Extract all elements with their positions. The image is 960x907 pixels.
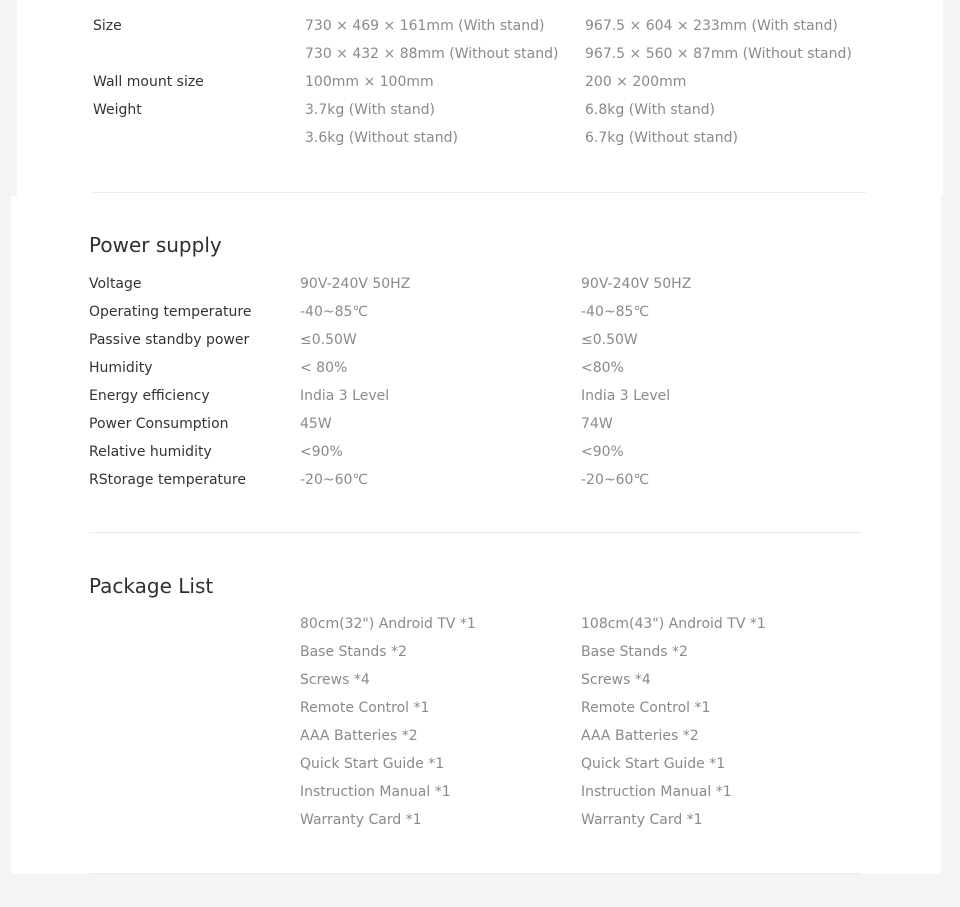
package-item-43in: Screws *4 bbox=[581, 672, 651, 688]
spec-value-43in: 74W bbox=[581, 416, 613, 432]
package-item-43in: Warranty Card *1 bbox=[581, 812, 703, 828]
power-package-panel bbox=[11, 196, 941, 874]
spec-label-relative-humidity: Relative humidity bbox=[89, 444, 212, 460]
spec-value-32in: ≤0.50W bbox=[300, 332, 357, 348]
spec-label-operating-temperature: Operating temperature bbox=[89, 304, 252, 320]
spec-value-43in: 967.5 × 604 × 233mm (With stand) bbox=[585, 18, 838, 34]
package-item-43in: Quick Start Guide *1 bbox=[581, 756, 726, 772]
spec-value-32in: 730 × 469 × 161mm (With stand) bbox=[305, 18, 545, 34]
spec-value-32in: -40~85℃ bbox=[300, 304, 369, 320]
package-item-32in: Remote Control *1 bbox=[300, 700, 430, 716]
spec-value-43in: 6.8kg (With stand) bbox=[585, 102, 715, 118]
package-item-43in: 108cm(43") Android TV *1 bbox=[581, 616, 766, 632]
package-item-43in: Remote Control *1 bbox=[581, 700, 711, 716]
package-item-32in: 80cm(32") Android TV *1 bbox=[300, 616, 476, 632]
spec-value-32in: India 3 Level bbox=[300, 388, 390, 404]
spec-value-32in: 45W bbox=[300, 416, 332, 432]
spec-value-32in: 730 × 432 × 88mm (Without stand) bbox=[305, 46, 559, 62]
spec-label-weight: Weight bbox=[93, 102, 142, 118]
package-item-32in: Base Stands *2 bbox=[300, 644, 407, 660]
section-title: Power supply bbox=[89, 233, 222, 257]
package-item-32in: Warranty Card *1 bbox=[300, 812, 422, 828]
spec-value-32in: <90% bbox=[300, 444, 343, 460]
spec-value-32in: -20~60℃ bbox=[300, 472, 369, 488]
spec-label-power-consumption: Power Consumption bbox=[89, 416, 229, 432]
spec-value-43in: <80% bbox=[581, 360, 624, 376]
spec-value-43in: 200 × 200mm bbox=[585, 74, 687, 90]
spec-value-43in: ≤0.50W bbox=[581, 332, 638, 348]
spec-value-32in: 90V-240V 50HZ bbox=[300, 276, 411, 292]
spec-label-energy-efficiency: Energy efficiency bbox=[89, 388, 210, 404]
spec-label-size: Size bbox=[93, 18, 122, 34]
section-divider bbox=[89, 873, 862, 874]
spec-value-43in: -20~60℃ bbox=[581, 472, 650, 488]
spec-value-32in: 3.6kg (Without stand) bbox=[305, 130, 458, 146]
spec-value-43in: -40~85℃ bbox=[581, 304, 650, 320]
package-item-32in: Instruction Manual *1 bbox=[300, 784, 451, 800]
package-item-32in: Screws *4 bbox=[300, 672, 370, 688]
spec-label-humidity: Humidity bbox=[89, 360, 153, 376]
section-divider bbox=[93, 192, 866, 193]
package-item-43in: AAA Batteries *2 bbox=[581, 728, 699, 744]
spec-value-43in: <90% bbox=[581, 444, 624, 460]
spec-value-32in: 100mm × 100mm bbox=[305, 74, 434, 90]
package-item-32in: Quick Start Guide *1 bbox=[300, 756, 445, 772]
spec-value-43in: 967.5 × 560 × 87mm (Without stand) bbox=[585, 46, 852, 62]
package-item-43in: Instruction Manual *1 bbox=[581, 784, 732, 800]
section-divider bbox=[89, 532, 862, 533]
spec-value-32in: 3.7kg (With stand) bbox=[305, 102, 435, 118]
spec-value-32in: < 80% bbox=[300, 360, 348, 376]
spec-label-storage-temperature: RStorage temperature bbox=[89, 472, 246, 488]
section-title: Package List bbox=[89, 574, 214, 598]
spec-label-voltage: Voltage bbox=[89, 276, 142, 292]
package-item-32in: AAA Batteries *2 bbox=[300, 728, 418, 744]
spec-value-43in: 90V-240V 50HZ bbox=[581, 276, 692, 292]
spec-label-wall-mount: Wall mount size bbox=[93, 74, 204, 90]
spec-value-43in: 6.7kg (Without stand) bbox=[585, 130, 738, 146]
spec-value-43in: India 3 Level bbox=[581, 388, 671, 404]
spec-label-standby-power: Passive standby power bbox=[89, 332, 250, 348]
package-item-43in: Base Stands *2 bbox=[581, 644, 688, 660]
